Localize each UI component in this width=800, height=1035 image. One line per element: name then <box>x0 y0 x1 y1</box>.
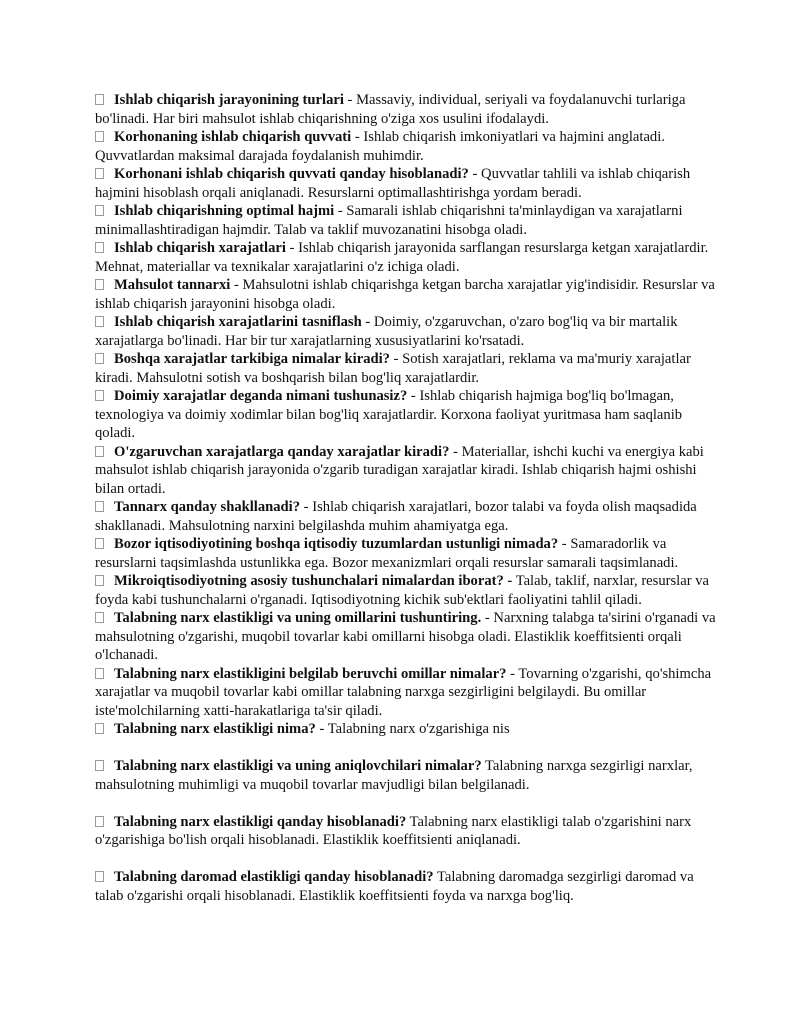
item-term: Ishlab chiqarishning optimal hajmi <box>114 203 335 219</box>
list-item <box>95 813 720 850</box>
list-item <box>95 387 720 443</box>
item-text: Talabning narxga sezgirligi narxlar, mahsulotning muhimligi va muqobil tovarlar mavjudligi bilan belgilanadi. <box>95 758 693 793</box>
item-text: Talabning narx o'zgarishiga nis <box>327 721 510 737</box>
item-term: Korhonani ishlab chiqarish quvvati qanday hisoblanadi? <box>114 166 469 182</box>
item-term: Ishlab chiqarish jarayonining turlari <box>114 92 344 108</box>
item-separator: - <box>285 240 299 256</box>
item-term: Talabning narx elastikligi qanday hisoblanadi? <box>114 813 407 830</box>
item-term: Talabning narx elastikligi va uning omillarini tushuntiring. <box>114 610 482 626</box>
bullet-box-icon <box>95 168 104 179</box>
item-separator: - <box>481 610 494 626</box>
item-term: Talabning narx elastikligi va uning aniqlovchilari nimalar? <box>114 758 482 774</box>
list-item <box>95 128 720 165</box>
item-text: Massaviy, individual, seriyali va foydalanuvchi turlariga bo'linadi. Har biri mahsulot ishlab chiqarishning o'ziga xos usulini ifodalaydi. <box>95 92 686 127</box>
bullet-box-icon <box>95 538 104 549</box>
item-text: Tovarning o'zgarishi, qo'shimcha xarajatlar va muqobil tovarlar kabi omillar talabning narxga sezgirligini belgilaydi. Bu omillar iste'molchilarning xatti-harakatlariga ta'sir qiladi. <box>95 665 712 719</box>
list-item <box>95 609 720 665</box>
list-item <box>95 757 720 794</box>
list-item <box>95 498 720 535</box>
item-separator: - <box>230 277 243 293</box>
item-term: Talabning daromad elastikligi qanday hisoblanadi? <box>114 869 434 885</box>
bullet-box-icon <box>95 612 104 623</box>
bullet-box-icon <box>95 871 104 882</box>
list-item <box>95 868 720 905</box>
bullet-box-icon <box>95 94 104 105</box>
list-item <box>95 665 720 721</box>
item-separator: - <box>300 499 313 515</box>
item-separator: - <box>449 443 462 460</box>
item-term: Tannarx qanday shakllanadi? <box>114 499 301 515</box>
item-separator: - <box>334 203 347 219</box>
item-separator: - <box>351 129 364 145</box>
item-term: Mikroiqtisodiyotning asosiy tushunchalari nimalardan iborat? - <box>114 573 513 589</box>
item-text: Ishlab chiqarish jarayonida sarflangan resurslarga ketgan xarajatlardir. Mehnat, materiallar va texnikalar xarajatlarini o'z ichiga oladi. <box>95 240 709 275</box>
item-separator: - <box>506 665 519 682</box>
item-term: O'zgaruvchan xarajatlarga qanday xarajatlar kiradi? <box>114 443 450 460</box>
bullet-box-icon <box>95 205 104 216</box>
list-item <box>95 276 720 313</box>
bullet-box-icon <box>95 353 104 364</box>
list-item <box>95 443 720 499</box>
bullet-box-icon <box>95 723 104 734</box>
bullet-box-icon <box>95 501 104 512</box>
item-term: Boshqa xarajatlar tarkibiga nimalar kiradi? <box>114 351 390 367</box>
item-term: Talabning narx elastikligini belgilab beruvchi omillar nimalar? <box>114 665 507 682</box>
item-separator: - <box>468 166 482 182</box>
list-item <box>95 572 720 609</box>
item-text: Materiallar, ishchi kuchi va energiya kabi mahsulot ishlab chiqarish jarayonida o'zgarib turadigan xarajatlar kiradi. Ishlab chiqarish hajmi oshishi bilan ortadi. <box>95 443 704 497</box>
bullet-box-icon <box>95 816 104 827</box>
list-item <box>95 720 720 739</box>
item-text: Narxning talabga ta'sirini o'rganadi va mahsulotning o'zgarishi, muqobil tovarlar kabi omillarni hisobga oladi. Elastiklik koeffitsienti orqali o'lchanadi. <box>95 610 716 663</box>
bullet-box-icon <box>95 668 104 679</box>
item-text: Quvvatlar tahlili va ishlab chiqarish hajmini hisoblash orqali aniqlanadi. Resurslarni optimallashtirishga yordam beradi. <box>95 166 691 201</box>
item-separator: - <box>315 721 328 737</box>
list-item <box>95 91 720 128</box>
item-text: Talabning narx elastikligi talab o'zgarishini narx o'zgarishiga bo'lish orqali hisoblanadi. Elastiklik koeffitsienti aniqlanadi. <box>95 813 692 848</box>
item-text: Samaradorlik va resurslarni taqsimlashda ustunlikka ega. Bozor mexanizmlari orqali resurslar samarali taqsimlanadi. <box>95 536 679 571</box>
item-term: Bozor iqtisodiyotining boshqa iqtisodiy tuzumlardan ustunligi nimada? <box>114 536 559 552</box>
item-separator: - <box>558 536 571 552</box>
bullet-box-icon <box>95 575 104 586</box>
list-item <box>95 202 720 239</box>
item-separator: - <box>389 351 403 367</box>
item-text: Ishlab chiqarish hajmiga bog'liq bo'lmagan, texnologiya va doimiy xodimlar bilan bog'liq xarajatlardir. Korxona faoliyat yuritmasa ham saqlanib qoladi. <box>95 388 683 441</box>
item-text: Mahsulotni ishlab chiqarishga ketgan barcha xarajatlar yig'indisidir. Resurslar va ishlab chiqarish jarayonini hisobga oladi. <box>95 277 715 312</box>
document-body <box>95 91 720 905</box>
list-item <box>95 313 720 350</box>
item-term: Ishlab chiqarish xarajatlarini tasniflash <box>114 314 362 330</box>
item-separator: - <box>361 314 374 330</box>
item-text: Samarali ishlab chiqarishni ta'minlaydigan va xarajatlarni minimallashtiradigan hajmdir. Talab va taklif muvozanatini hisobga oladi. <box>95 203 683 238</box>
item-separator: - <box>343 92 357 108</box>
bullet-box-icon <box>95 760 104 771</box>
item-term: Doimiy xarajatlar deganda nimani tushunasiz? <box>114 388 408 404</box>
bullet-box-icon <box>95 242 104 253</box>
item-text: Talabning daromadga sezgirligi daromad va talab o'zgarishi orqali hisoblanadi. Elastiklik koeffitsienti foyda va narxga bog'liq. <box>95 869 694 904</box>
item-term: Korhonaning ishlab chiqarish quvvati <box>114 129 352 145</box>
item-separator: - <box>407 388 420 404</box>
item-text: Talab, taklif, narxlar, resurslar va foyda kabi tushunchalarni o'rganadi. Iqtisodiyotning kichik sub'ektlari faoliyatini tahlil qiladi. <box>95 573 709 608</box>
list-item <box>95 535 720 572</box>
item-text: Ishlab chiqarish imkoniyatlari va hajmini anglatadi. Quvvatlardan maksimal darajada foydalanish muhimdir. <box>95 129 665 164</box>
list-item <box>95 239 720 276</box>
item-term: Talabning narx elastikligi nima? <box>114 721 316 737</box>
item-text: Sotish xarajatlari, reklama va ma'muriy xarajatlar kiradi. Mahsulotni sotish va boshqarish bilan bog'liq xarajatlardir. <box>95 351 691 386</box>
bullet-box-icon <box>95 390 104 401</box>
item-term: Ishlab chiqarish xarajatlari <box>114 240 286 256</box>
item-text: Ishlab chiqarish xarajatlari, bozor talabi va foyda olish maqsadida shakllanadi. Mahsulotning narxini belgilashda muhim ahamiyatga ega. <box>95 499 697 534</box>
bullet-box-icon <box>95 279 104 290</box>
bullet-box-icon <box>95 316 104 327</box>
item-text: Doimiy, o'zgaruvchan, o'zaro bog'liq va bir martalik xarajatlarga bo'linadi. Har bir tur xarajatlarning xususiyatlarini ko'rsatadi. <box>95 314 678 349</box>
list-item <box>95 350 720 387</box>
item-term: Mahsulot tannarxi <box>114 277 231 293</box>
list-item <box>95 165 720 202</box>
bullet-box-icon <box>95 446 104 457</box>
bullet-box-icon <box>95 131 104 142</box>
